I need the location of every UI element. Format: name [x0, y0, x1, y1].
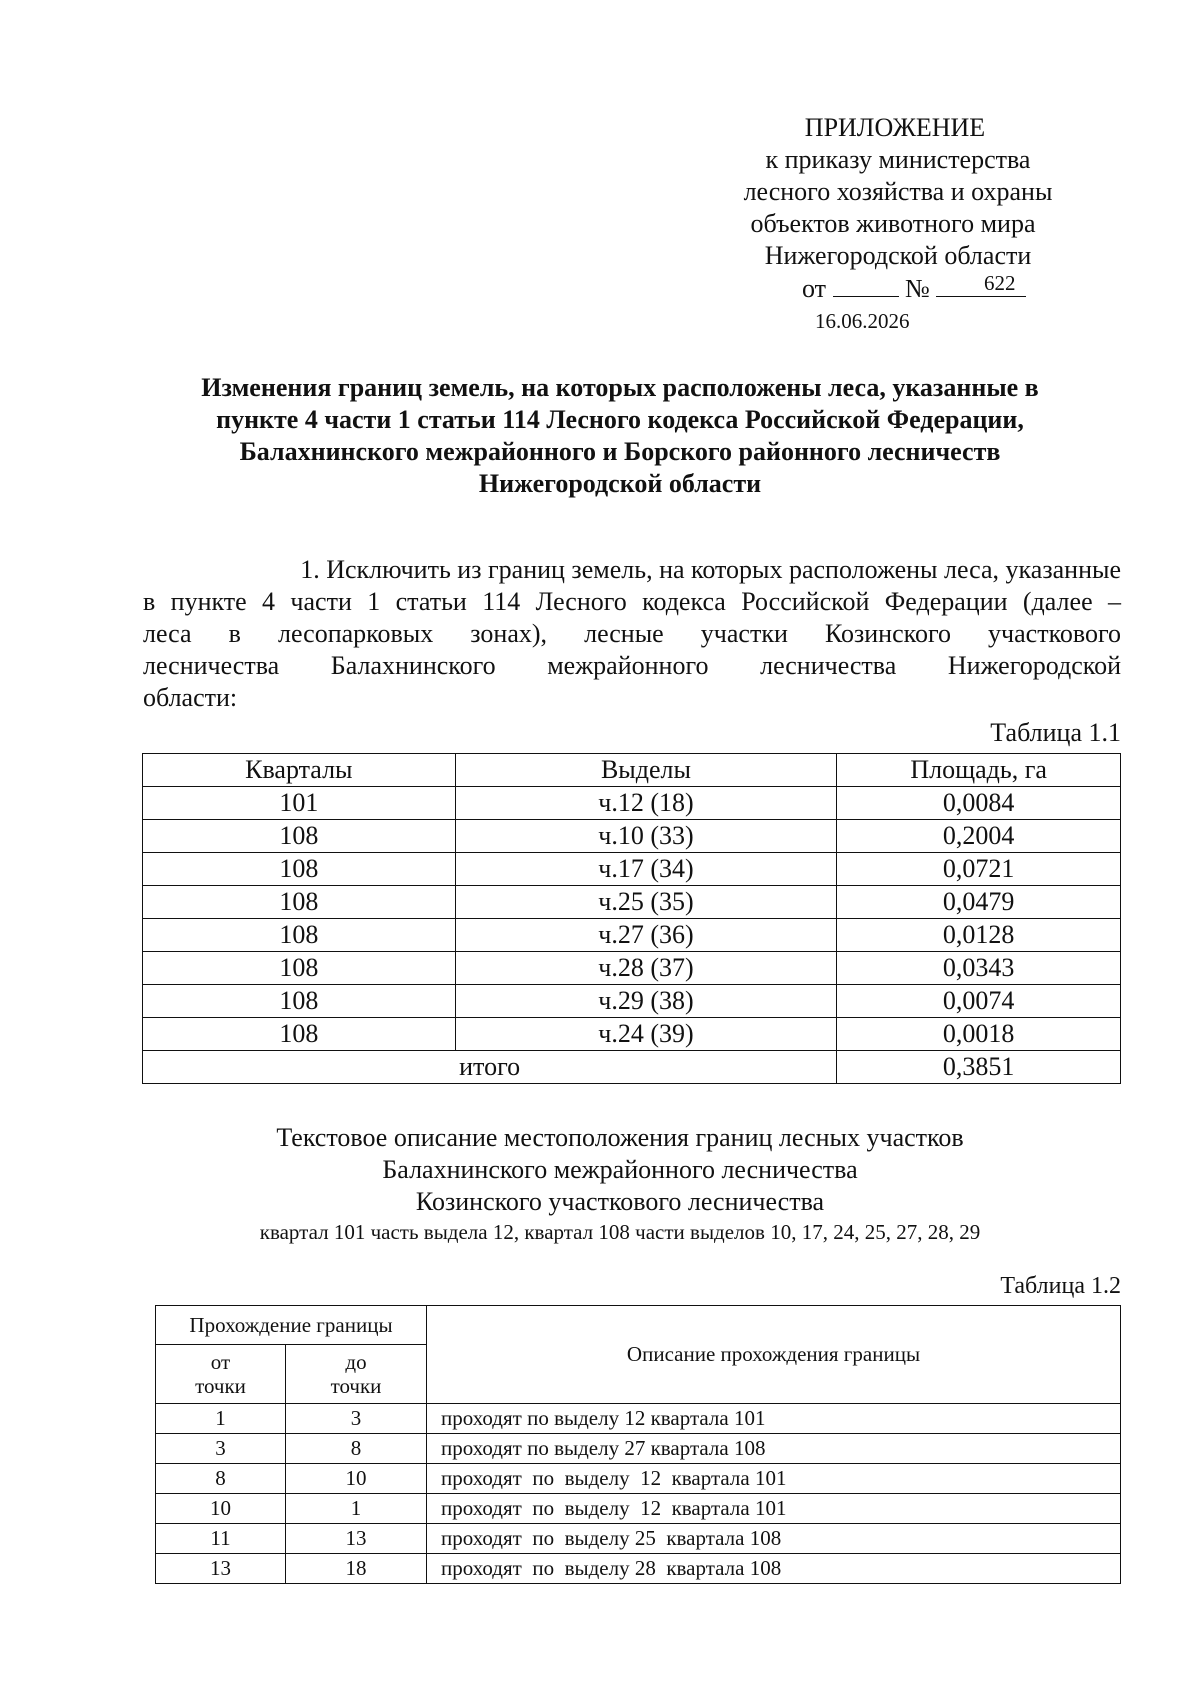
- cell: 0,0721: [837, 853, 1121, 886]
- table-row: [143, 952, 1121, 985]
- para-line: области:: [143, 683, 238, 712]
- cell: 108: [143, 985, 456, 1018]
- cell: проходят по выделу 12 квартала 101: [427, 1464, 1121, 1494]
- header-cell: Кварталы: [143, 754, 456, 787]
- cell: 3: [156, 1434, 286, 1464]
- cell: 1: [286, 1494, 427, 1524]
- cell: 8: [156, 1464, 286, 1494]
- total-label: итого: [143, 1051, 837, 1084]
- appendix-header: [700, 112, 1100, 305]
- appendix-line: лесного хозяйства и охраны: [743, 177, 1053, 206]
- cell: проходят по выделу 25 квартала 108: [427, 1524, 1121, 1554]
- cell: 8: [286, 1434, 427, 1464]
- table-row: [143, 820, 1121, 853]
- cell: 1: [156, 1404, 286, 1434]
- cell: проходят по выделу 12 квартала 101: [427, 1404, 1121, 1434]
- number-label: №: [905, 274, 930, 303]
- cell: 10: [286, 1464, 427, 1494]
- table-total-row: [143, 1051, 1121, 1084]
- desc-subline: квартал 101 часть выдела 12, квартал 108 части выделов 10, 17, 24, 25, 27, 28, 29: [259, 1220, 981, 1244]
- date-blank: [833, 272, 899, 297]
- table-header-row: [156, 1306, 1121, 1345]
- title-line: Изменения границ земель, на которых расположены леса, указанные в: [201, 373, 1039, 402]
- header-cell: Площадь, га: [837, 754, 1121, 787]
- document-title: [140, 372, 1100, 500]
- table-row: [143, 787, 1121, 820]
- total-value: 0,3851: [837, 1051, 1121, 1084]
- cell: 0,0018: [837, 1018, 1121, 1051]
- header-desc: Описание прохождения границы: [427, 1306, 1121, 1404]
- table-row: [143, 1018, 1121, 1051]
- cell: 0,0479: [837, 886, 1121, 919]
- cell: ч.17 (34): [455, 853, 837, 886]
- cell: 0,0084: [837, 787, 1121, 820]
- desc-line: Текстовое описание местоположения границ лесных участков: [276, 1123, 964, 1152]
- boundary-description-heading: [140, 1122, 1100, 1246]
- header-group: Прохождение границы: [156, 1306, 427, 1345]
- table-row: [156, 1434, 1121, 1464]
- table-1-2: [155, 1305, 1121, 1584]
- from-label: от: [802, 274, 827, 303]
- title-line: Нижегородской области: [478, 469, 762, 498]
- cell: 0,0074: [837, 985, 1121, 1018]
- desc-line: Балахнинского межрайонного лесничества: [382, 1155, 858, 1184]
- appendix-title: ПРИЛОЖЕНИЕ: [804, 113, 986, 142]
- desc-line: Козинского участкового лесничества: [415, 1187, 825, 1216]
- table-caption: Таблица 1.1: [990, 718, 1121, 747]
- cell: 108: [143, 820, 456, 853]
- cell: 0,0128: [837, 919, 1121, 952]
- para-line: лесничества Балахнинского межрайонного лесничества Нижегородской: [143, 651, 1121, 680]
- cell: 0,0343: [837, 952, 1121, 985]
- cell: 108: [143, 952, 456, 985]
- cell: 13: [156, 1554, 286, 1584]
- cell: ч.24 (39): [455, 1018, 837, 1051]
- para-line: 1. Исключить из границ земель, на которых расположены леса, указанные: [300, 555, 1121, 584]
- header-to: до точки: [286, 1345, 427, 1404]
- cell: 13: [286, 1524, 427, 1554]
- paragraph-1: [143, 554, 1121, 714]
- cell: 108: [143, 853, 456, 886]
- title-line: Балахнинского межрайонного и Борского районного лесничеств: [239, 437, 1001, 466]
- cell: ч.27 (36): [455, 919, 837, 952]
- para-line: леса в лесопарковых зонах), лесные участки Козинского участкового: [143, 619, 1121, 648]
- order-date: 16.06.2026: [815, 309, 910, 333]
- cell: 108: [143, 1018, 456, 1051]
- cell: 108: [143, 919, 456, 952]
- table-row: [143, 985, 1121, 1018]
- para-line: в пункте 4 части 1 статьи 114 Лесного кодекса Российской Федерации (далее –: [143, 587, 1121, 616]
- cell: ч.25 (35): [455, 886, 837, 919]
- table-row: [143, 886, 1121, 919]
- cell: ч.10 (33): [455, 820, 837, 853]
- table-caption: Таблица 1.2: [1000, 1273, 1121, 1299]
- order-number: 622: [984, 271, 1016, 295]
- table-row: [156, 1404, 1121, 1434]
- appendix-line: к приказу министерства: [765, 145, 1031, 174]
- cell: 0,2004: [837, 820, 1121, 853]
- cell: проходят по выделу 27 квартала 108: [427, 1434, 1121, 1464]
- table-row: [143, 919, 1121, 952]
- table-row: [156, 1494, 1121, 1524]
- header-from: от точки: [156, 1345, 286, 1404]
- cell: ч.12 (18): [455, 787, 837, 820]
- cell: 18: [286, 1554, 427, 1584]
- table-row: [143, 853, 1121, 886]
- cell: 11: [156, 1524, 286, 1554]
- table-row: [156, 1464, 1121, 1494]
- cell: 10: [156, 1494, 286, 1524]
- cell: 3: [286, 1404, 427, 1434]
- appendix-line: объектов животного мира: [750, 209, 1036, 238]
- header-cell: Выделы: [455, 754, 837, 787]
- cell: ч.29 (38): [455, 985, 837, 1018]
- table-1-1: [142, 753, 1121, 1084]
- cell: 108: [143, 886, 456, 919]
- cell: ч.28 (37): [455, 952, 837, 985]
- order-number-line: [700, 272, 1100, 305]
- title-line: пункте 4 части 1 статьи 114 Лесного кодекса Российской Федерации,: [216, 405, 1024, 434]
- appendix-line: Нижегородской области: [764, 241, 1032, 270]
- table-row: [156, 1524, 1121, 1554]
- table-row: [156, 1554, 1121, 1584]
- cell: проходят по выделу 28 квартала 108: [427, 1554, 1121, 1584]
- cell: проходят по выделу 12 квартала 101: [427, 1494, 1121, 1524]
- table-header-row: [143, 754, 1121, 787]
- cell: 101: [143, 787, 456, 820]
